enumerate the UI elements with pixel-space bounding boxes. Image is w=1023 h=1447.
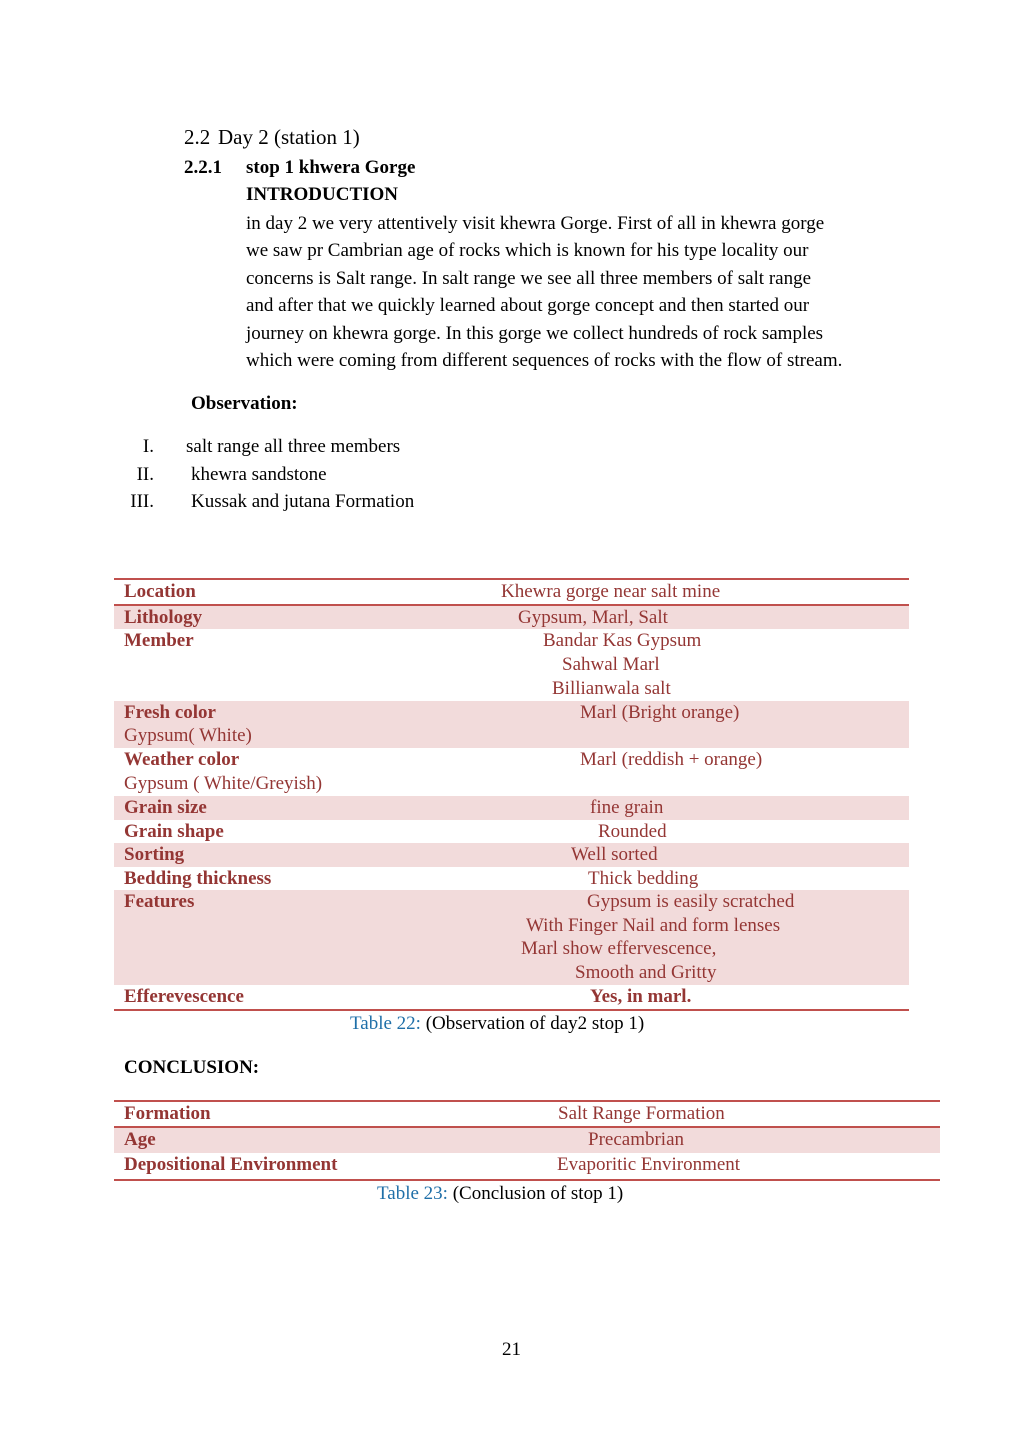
row-label: Bedding thickness bbox=[124, 868, 272, 889]
list-item-text: khewra sandstone bbox=[191, 463, 327, 485]
row-value: Salt Range Formation bbox=[558, 1103, 725, 1124]
observation-heading: Observation: bbox=[191, 393, 298, 414]
row-value: Marl (reddish + orange) bbox=[580, 749, 763, 770]
row-value: Evaporitic Environment bbox=[557, 1154, 741, 1175]
subsection-title: stop 1 khwera Gorge bbox=[246, 157, 416, 178]
list-marker: III. bbox=[130, 491, 154, 512]
row-label: Lithology bbox=[124, 607, 203, 628]
paragraph-line: which were coming from different sequences of rocks with the flow of stream. bbox=[246, 349, 843, 371]
row-value: Well sorted bbox=[571, 844, 658, 865]
row-label: Grain shape bbox=[124, 821, 224, 842]
row-value: Marl (Bright orange) bbox=[580, 702, 740, 723]
section-number: 2.2 bbox=[184, 125, 211, 149]
row-value: Smooth and Gritty bbox=[575, 962, 717, 983]
table-caption bbox=[350, 1013, 644, 1035]
caption-text: (Observation of day2 stop 1) bbox=[420, 1013, 645, 1034]
section-title: Day 2 (station 1) bbox=[218, 125, 360, 149]
table-row bbox=[114, 985, 909, 1009]
table-row bbox=[114, 1128, 940, 1153]
caption-label: Table 23: bbox=[377, 1183, 448, 1204]
subsection-heading bbox=[184, 157, 415, 179]
table-row bbox=[114, 606, 909, 629]
paragraph-line: and after that we quickly learned about gorge concept and then started our bbox=[246, 295, 810, 317]
list-marker: I. bbox=[142, 436, 154, 457]
caption-text: (Conclusion of stop 1) bbox=[447, 1183, 624, 1204]
row-label: Location bbox=[124, 581, 196, 602]
row-value: Gypsum ( White/Greyish) bbox=[124, 773, 323, 794]
row-label: Grain size bbox=[124, 797, 207, 818]
row-value: Billianwala salt bbox=[552, 678, 671, 699]
table-rule bbox=[114, 1009, 909, 1011]
row-value: With Finger Nail and form lenses bbox=[526, 915, 781, 936]
row-value: Marl show effervescence, bbox=[521, 938, 717, 959]
row-label: Weather color bbox=[124, 749, 240, 770]
table-row bbox=[114, 843, 909, 867]
paragraph-line: journey on khewra gorge. In this gorge we collect hundreds of rock samples bbox=[246, 322, 824, 344]
row-value: Bandar Kas Gypsum bbox=[543, 630, 702, 651]
row-label: Depositional Environment bbox=[124, 1154, 338, 1175]
table-rule bbox=[114, 1179, 940, 1181]
row-label: Formation bbox=[124, 1103, 211, 1124]
row-value: Rounded bbox=[598, 821, 667, 842]
table-row bbox=[114, 748, 909, 796]
caption-label: Table 22: bbox=[350, 1013, 421, 1034]
table-row bbox=[114, 701, 909, 748]
conclusion-heading: CONCLUSION: bbox=[124, 1057, 260, 1078]
table-row bbox=[114, 820, 909, 843]
row-label: Age bbox=[124, 1129, 156, 1150]
row-value: Sahwal Marl bbox=[562, 654, 660, 675]
table-row bbox=[114, 796, 909, 820]
table-row bbox=[114, 867, 909, 890]
page-number: 21 bbox=[502, 1339, 521, 1360]
introduction-heading: INTRODUCTION bbox=[246, 184, 399, 205]
row-label: Efferevescence bbox=[124, 986, 244, 1007]
table-caption bbox=[377, 1183, 623, 1205]
row-value: Gypsum( White) bbox=[124, 725, 252, 746]
row-value: Thick bedding bbox=[588, 868, 699, 889]
subsection-number: 2.2.1 bbox=[184, 157, 222, 178]
list-item-text: Kussak and jutana Formation bbox=[191, 491, 415, 512]
row-label: Sorting bbox=[124, 844, 185, 865]
table-row bbox=[114, 629, 909, 701]
row-label: Member bbox=[124, 630, 194, 651]
paragraph-line: in day 2 we very attentively visit khewra Gorge. First of all in khewra gorge bbox=[246, 213, 825, 234]
row-value: Yes, in marl. bbox=[590, 986, 692, 1007]
table-row bbox=[114, 1102, 940, 1126]
table-row bbox=[114, 1153, 940, 1179]
list-item-text: salt range all three members bbox=[186, 436, 401, 457]
table-row bbox=[114, 890, 909, 985]
row-value: Khewra gorge near salt mine bbox=[501, 581, 721, 602]
paragraph-line: we saw pr Cambrian age of rocks which is known for his type locality our bbox=[246, 240, 809, 262]
paragraph-line: concerns is Salt range. In salt range we see all three members of salt range bbox=[246, 267, 812, 289]
row-value: Precambrian bbox=[588, 1129, 685, 1150]
row-label: Fresh color bbox=[124, 702, 216, 723]
introduction-paragraph bbox=[246, 210, 906, 374]
row-value: Gypsum, Marl, Salt bbox=[518, 607, 668, 628]
table-row bbox=[114, 580, 909, 604]
list-marker: II. bbox=[136, 463, 154, 485]
row-value: Gypsum is easily scratched bbox=[587, 891, 795, 912]
row-label: Features bbox=[124, 891, 195, 912]
section-heading bbox=[184, 125, 360, 150]
row-value: fine grain bbox=[590, 797, 664, 818]
